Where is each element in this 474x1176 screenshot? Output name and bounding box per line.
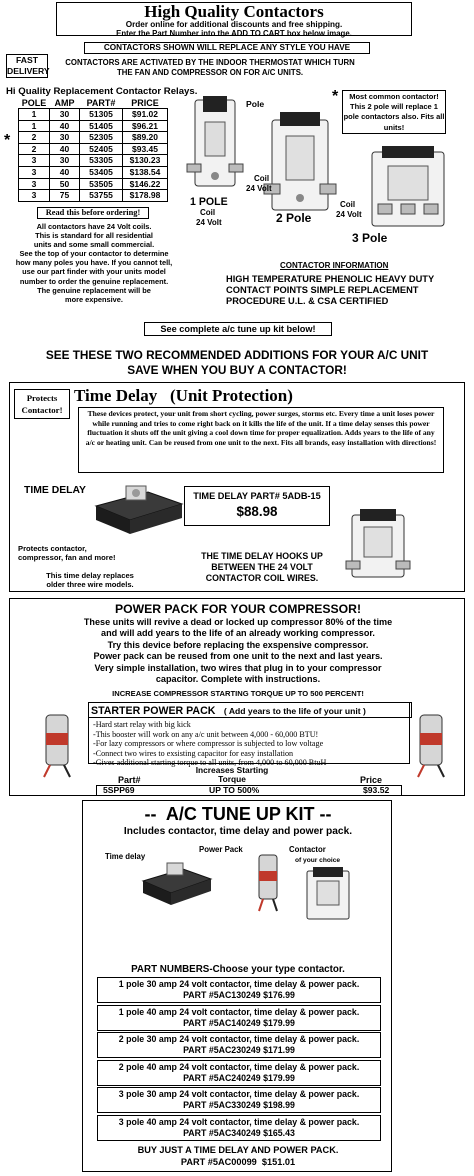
page-title: High Quality Contactors: [144, 2, 324, 21]
table-cell: 30: [50, 132, 80, 144]
contactor-icon: [301, 867, 355, 923]
table-cell: 52305: [80, 132, 123, 144]
power-pack-title: POWER PACK FOR YOUR COMPRESSOR!: [114, 602, 362, 616]
common-star: *: [332, 88, 339, 105]
protects-contactor-badge: Protects Contactor!: [14, 389, 70, 419]
note-line: more expensive.: [65, 294, 123, 304]
read-before-ordering-button[interactable]: Read this before ordering!: [37, 207, 149, 219]
two-pole-label: 2 Pole: [276, 211, 312, 225]
bundle-part: PART #5AC00099 $151.01: [180, 1157, 296, 1167]
table-cell: 53405: [80, 166, 123, 178]
three-pole-coil: Coil: [340, 200, 356, 209]
header-box: [56, 2, 412, 36]
tune-kit-section: [82, 800, 392, 1172]
table-cell: 40: [50, 166, 80, 178]
table-cell: $138.54: [123, 166, 168, 178]
replace-notice: CONTACTORS SHOWN WILL REPLACE ANY STYLE YOU HAVE: [84, 42, 370, 54]
header-line-2: Enter the Part Number into the ADD TO CART box below image.: [116, 29, 352, 38]
starter-label-box: [88, 702, 412, 718]
power-pack-table: [96, 766, 402, 794]
table-row: [19, 155, 168, 167]
table-cell: 30: [50, 109, 80, 121]
note-line: units and some small commercial.: [33, 240, 155, 250]
star-marker: *: [4, 132, 11, 149]
power-pack-section: [9, 598, 465, 796]
table-row: [19, 143, 168, 155]
three-pole-volt: 24 Volt: [336, 210, 362, 219]
power-pack-image-left: [38, 711, 78, 779]
kit-label-power-pack: Power Pack: [199, 845, 243, 854]
power-pack-desc-line: Very simple installation, two wires that plug in to your compressor: [94, 662, 382, 673]
pp-col-price: Price: [360, 775, 383, 785]
table-cell: 52405: [80, 143, 123, 155]
one-pole-contactor-icon: [181, 94, 251, 194]
time-delay-price: $88.98: [236, 503, 278, 519]
table-cell: $93.45: [123, 143, 168, 155]
two-pole-contactor-icon: [262, 112, 338, 216]
table-cell: 3: [19, 178, 50, 190]
price-table-wrap: [18, 98, 168, 202]
power-pack-desc: [10, 617, 466, 685]
table-row: [19, 132, 168, 144]
relay-heading: Hi Quality Replacement Contactor Relays.: [6, 86, 198, 97]
note-line: See the top of your contactor to determine: [19, 249, 169, 259]
note-line: use our part finder with your units model: [22, 267, 166, 277]
recommend-line-1: SEE THESE TWO RECOMMENDED ADDITIONS FOR YOUR A/C UNIT: [45, 348, 429, 362]
kit-option-part: PART #5AC140249 $179.99: [183, 1017, 295, 1028]
power-pack-image-right: [412, 711, 452, 779]
three-pole-contactor-icon: [366, 146, 450, 232]
table-row: [19, 109, 168, 121]
table-cell: 53755: [80, 190, 123, 202]
kit-label-choice: of your choice: [295, 857, 341, 864]
kit-option-part: PART #5AC340249 $165.43: [183, 1127, 295, 1138]
note-line: This is standard for all residential: [35, 231, 153, 241]
kit-options: [97, 977, 381, 1141]
table-cell: $130.23: [123, 155, 168, 167]
kit-option-description: 2 pole 40 amp 24 volt contactor, time delay & power pack.: [118, 1061, 360, 1072]
table-row: [19, 178, 168, 190]
pp-row: [96, 785, 402, 796]
table-cell: 2: [19, 132, 50, 144]
table-cell: 30: [50, 155, 80, 167]
price-table: [18, 98, 168, 202]
time-delay-contactor-image: [344, 509, 414, 583]
starter-power-pack-box: [88, 702, 410, 767]
starter-bullet: -Hard start relay with big kick: [93, 720, 191, 729]
time-delay-replaces-note: This time delay replaces older three wire models.: [46, 571, 134, 589]
contactor-notes: [4, 222, 184, 304]
one-pole-contactor-image: [181, 94, 251, 194]
kit-option-part: PART #5AC330249 $198.99: [183, 1100, 295, 1110]
time-delay-device-icon: [139, 859, 215, 909]
time-delay-protects-note: Protects contactor, compressor, fan and more!: [18, 544, 116, 562]
table-cell: $91.02: [123, 109, 168, 121]
kit-option[interactable]: [97, 1060, 381, 1086]
header-line-1: Order online for additional discounts and free shipping.: [125, 20, 343, 29]
activation-note: CONTACTORS ARE ACTIVATED BY THE INDOOR THERMOSTAT WHICH TURN THE FAN AND COMPRESSOR ON FOR A/C UNITS.: [65, 58, 355, 77]
power-pack-desc-line: These units will revive a dead or locked up compressor 80% of the time: [83, 617, 393, 627]
contactor-icon: [344, 509, 414, 583]
power-pack-icon: [253, 851, 283, 913]
tune-kit-title: -- A/C TUNE UP KIT --: [144, 804, 332, 824]
pp-col-torque: Increases Starting Torque: [195, 765, 269, 784]
pp-col-part: Part#: [118, 775, 141, 785]
time-delay-hooks-note: THE TIME DELAY HOOKS UP BETWEEN THE 24 VOLT CONTACTOR COIL WIRES.: [201, 551, 323, 583]
power-pack-desc-line: capacitor. Complete with instructions.: [155, 674, 321, 685]
note-line: how many poles you have. If you cannot tell,: [15, 258, 173, 268]
table-cell: 3: [19, 166, 50, 178]
fast-delivery-badge: [6, 54, 48, 78]
note-line: The genuine replacement will be: [37, 285, 151, 295]
starter-bullet: -Gives additional starting torque to all units, from 4,000 to 60,000 BtuH: [93, 758, 327, 767]
time-delay-title: Time Delay (Unit Protection): [74, 386, 293, 405]
starter-bullet: -Connect two wires to exsisting capacitor for easy installation: [93, 748, 294, 758]
kit-option-description: 2 pole 30 amp 24 volt contactor, time delay & power pack.: [118, 1034, 360, 1044]
one-pole-label: 1 POLE: [190, 196, 228, 208]
pp-part: 5SPP69: [103, 785, 135, 795]
table-cell: 53305: [80, 155, 123, 167]
power-pack-icon: [412, 711, 452, 779]
power-pack-icon: [38, 711, 78, 779]
table-cell: 51305: [80, 109, 123, 121]
time-delay-description: These devices protect, your unit from short cycling, power surges, storms etc. Every time a unit loses power while running and tries to come right back on it kills the life of the unit. If a time delay senses this power fluctuation it shuts off the unit giving a cool down time for proper equalization. Adds years to the life of any a/c or heating unit. Can be reused from one unit to the next. Fits all brands, easy installation with directions!: [78, 407, 444, 473]
tune-kit-subtitle: Includes contactor, time delay and power pack.: [123, 826, 353, 837]
time-delay-device-icon: [88, 480, 188, 538]
table-cell: 1: [19, 109, 50, 121]
recommend-line-2: SAVE WHEN YOU BUY A CONTACTOR!: [127, 363, 347, 377]
note-line: All contactors have 24 Volt coils.: [36, 222, 152, 231]
pp-torque: UP TO 500%: [209, 785, 260, 795]
kit-option-description: 1 pole 30 amp 24 volt contactor, time delay & power pack.: [118, 979, 360, 989]
power-pack-desc-line: Try this device before replacing the exspensive compressor.: [107, 639, 369, 650]
tune-up-kit-link[interactable]: See complete a/c tune up kit below!: [144, 322, 332, 336]
table-cell: 3: [19, 190, 50, 202]
table-cell: $96.21: [123, 120, 168, 132]
table-cell: 1: [19, 120, 50, 132]
kit-label-time-delay: Time delay: [105, 852, 146, 861]
starter-bullets: [93, 720, 411, 768]
time-delay-part: TIME DELAY PART# 5ADB-15: [193, 491, 321, 501]
table-cell: 3: [19, 155, 50, 167]
bundle-line: BUY JUST A TIME DELAY AND POWER PACK.: [137, 1145, 339, 1155]
three-pole-contactor-image: [366, 146, 450, 232]
table-cell: 51405: [80, 120, 123, 132]
note-line: number to order the genuine replacement.: [19, 276, 169, 286]
starter-power-pack-sub: ( Add years to the life of your unit ): [223, 706, 366, 716]
pp-price: $93.52: [363, 785, 390, 795]
kit-label-contactor: Contactor: [289, 845, 326, 854]
kit-contactor-image: [301, 867, 355, 923]
time-delay-section: [9, 382, 465, 592]
kit-time-delay-image: [139, 859, 215, 909]
table-cell: $89.20: [123, 132, 168, 144]
fast-delivery-text: FAST DELIVERY: [7, 55, 50, 76]
col-pole: POLE: [21, 98, 47, 108]
table-row: [19, 190, 168, 202]
table-cell: 75: [50, 190, 80, 202]
table-cell: 2: [19, 143, 50, 155]
starter-power-pack-label: STARTER POWER PACK: [91, 705, 216, 717]
table-cell: 40: [50, 120, 80, 132]
two-pole-contactor-image: [262, 112, 338, 216]
power-pack-desc-line: and will add years to the life of an already working compressor.: [101, 628, 375, 639]
kit-option-part: PART #5AC130249 $176.99: [183, 990, 295, 1000]
one-pole-volt: 24 Volt: [196, 218, 222, 227]
time-delay-image: [88, 480, 188, 538]
two-pole-coil: Coil: [254, 174, 270, 183]
kit-option-description: 3 pole 30 amp 24 volt contactor, time delay & power pack.: [118, 1089, 360, 1099]
table-cell: 40: [50, 143, 80, 155]
table-cell: 53505: [80, 178, 123, 190]
common-contactor-note: Most common contactor! This 2 pole will replace 1 pole contactors also. Fits all units!: [342, 90, 446, 134]
kit-option[interactable]: [97, 1005, 381, 1031]
kit-option-part: PART #5AC230249 $171.99: [183, 1045, 295, 1055]
starter-bullet: -This booster will work on any a/c unit between 4,000 - 60,000 BTU!: [93, 729, 319, 739]
kit-option[interactable]: [97, 1087, 381, 1113]
three-pole-label: 3 Pole: [352, 231, 388, 245]
power-pack-desc-line: Power pack can be reused from one unit to the next and last years.: [93, 651, 383, 662]
kit-option-description: 1 pole 40 amp 24 volt contactor, time delay & power pack.: [118, 1006, 360, 1017]
table-cell: $178.98: [123, 190, 168, 202]
table-row: [19, 120, 168, 132]
one-pole-coil: Coil: [200, 208, 216, 217]
contactor-info-text: HIGH TEMPERATURE PHENOLIC HEAVY DUTY CONTACT POINTS SIMPLE REPLACEMENT PROCEDURE U.L. & CSA CERTIFIED: [226, 274, 434, 306]
pole-label: Pole: [246, 99, 265, 109]
kit-power-pack-image: [253, 851, 283, 913]
contactor-info-heading: CONTACTOR INFORMATION: [280, 261, 389, 270]
kit-option[interactable]: [97, 977, 381, 1003]
parts-heading: PART NUMBERS-Choose your type contactor.: [131, 964, 345, 975]
kit-option-description: 3 pole 40 amp 24 volt contactor, time delay & power pack.: [118, 1116, 360, 1127]
col-part: PART#: [86, 98, 116, 108]
torque-note: INCREASE COMPRESSOR STARTING TORQUE UP TO 500 PERCENT!: [112, 689, 364, 698]
kit-option[interactable]: [97, 1032, 381, 1058]
table-row: [19, 166, 168, 178]
kit-option[interactable]: [97, 1115, 381, 1141]
time-delay-part-box: [184, 486, 330, 526]
table-cell: 50: [50, 178, 80, 190]
kit-option-part: PART #5AC240249 $179.99: [183, 1072, 295, 1083]
time-delay-label: TIME DELAY: [24, 485, 86, 496]
col-amp: AMP: [54, 98, 75, 108]
col-price: PRICE: [131, 98, 159, 108]
starter-bullet: -For lazy compressors or where compressor is subjected to low voltage: [93, 739, 324, 748]
two-pole-volt: 24 Volt: [246, 184, 272, 193]
table-cell: $146.22: [123, 178, 168, 190]
